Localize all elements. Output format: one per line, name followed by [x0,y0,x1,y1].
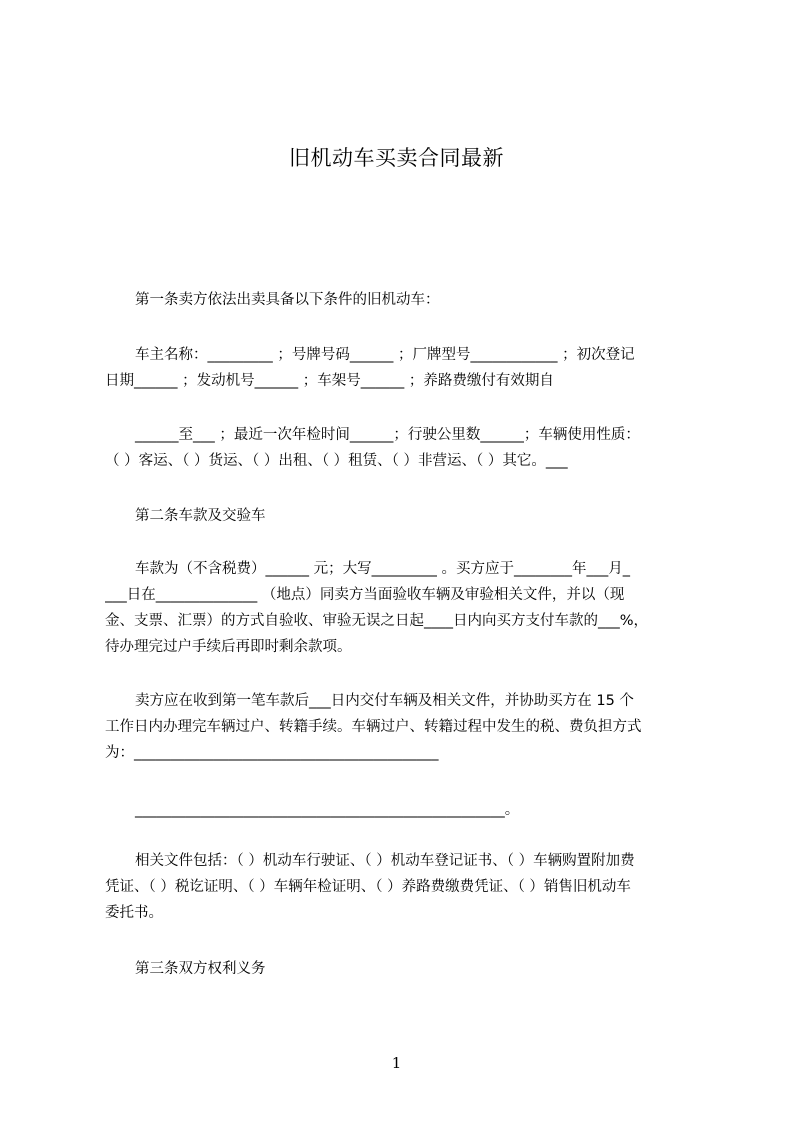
documents-line: 凭证、（ ）税讫证明、（ ）车辆年检证明、（ ）养路费缴费凭证、（ ）销售旧机动车 [105,879,631,895]
delivery-line: 工作日内办理完车辆过户、转籍手续。车辆过户、转籍过程中发生的税、费负担方式 [105,719,642,735]
delivery-line: 卖方应在收到第一笔车款后___日内交付车辆及相关文件，并协助买方在 15 个 [135,693,634,709]
delivery-continuation-line: ___________________________________________________。 [135,802,520,818]
documents-line: 相关文件包括：（ ）机动车行驶证、（ ）机动车登记证书、（ ）车辆购置附加费 [135,853,635,869]
article1-heading: 第一条卖方依法出卖具备以下条件的旧机动车： [135,292,440,308]
payment-line: 待办理完过户手续后再即时剩余款项。 [105,639,352,655]
documents-line: 委托书。 [105,905,163,921]
article2-heading: 第二条车款及交验车 [135,508,266,524]
article3-heading: 第三条双方权利义务 [135,961,266,977]
document-title: 旧机动车买卖合同最新 [289,146,504,170]
payment-line: 车款为（不含税费）______ 元；大写_________ 。买方应于________年___月_ [135,561,630,577]
payment-line: 金、支票、汇票）的方式自验收、审验无误之日起____日内向买方支付车款的___%， [105,613,649,629]
inspection-info-paragraph [105,422,699,474]
documents-paragraph [105,848,699,926]
vehicle-info-line: 日期______ ；发动机号______ ；车架号______ ；养路费缴付有效期自 [105,373,554,389]
vehicle-info-line: 车主名称：_________ ；号牌号码______ ；厂牌型号____________ ；初次登记 [135,347,635,363]
delivery-paragraph [105,688,699,766]
inspection-info-line: ______至___ ；最近一次年检时间______；行驶公里数______；车辆使用性质： [135,427,640,443]
payment-line: ___日在______________ （地点）同卖方当面验收车辆及审验相关文件，并以（现 [105,587,625,603]
delivery-line: 为：__________________________________________ [105,745,439,761]
delivery-continuation-paragraph [105,797,699,823]
article1-heading-paragraph [105,287,699,313]
inspection-info-line: （ ）客运、（ ）货运、（ ）出租、（ ）租赁、（ ）非营运、（ ）其它。___ [105,453,568,469]
page-number: 1 [391,1054,402,1072]
payment-paragraph [105,556,699,660]
vehicle-info-paragraph [105,342,699,394]
article2-heading-paragraph [105,503,699,529]
article3-heading-paragraph [105,956,699,982]
